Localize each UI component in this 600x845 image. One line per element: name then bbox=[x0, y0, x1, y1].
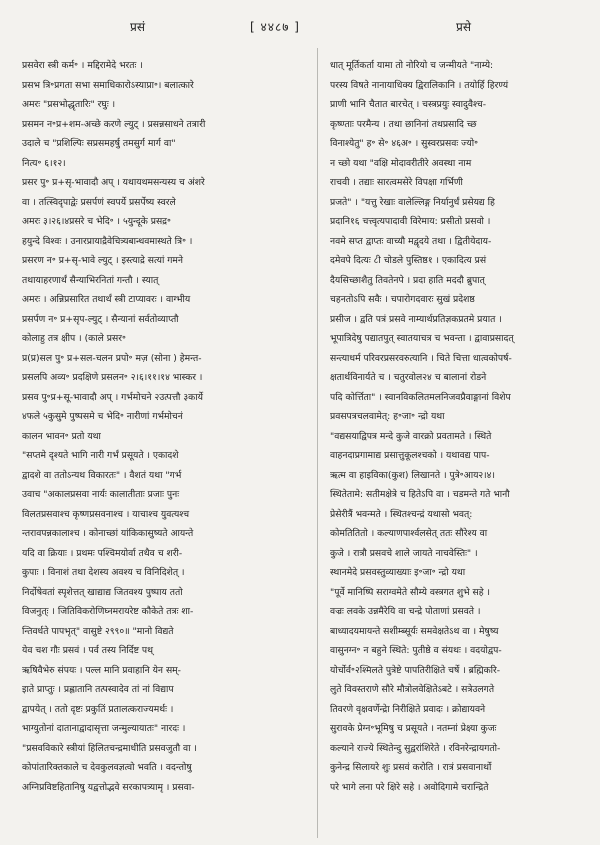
text-line: उदाले च "प्रशिल्पिः सप्रसमहर्षु तमसुर्ग मार्ग वा" bbox=[22, 138, 176, 149]
text-line: प्रसवेरा स्त्री कर्म॰ । मद्दिरामेदे भरतः । bbox=[22, 60, 143, 71]
text-line: विजनुत्ः । जितिविकरोणिघ्नमरायरेष्ट कौकेते तत्रः शा- bbox=[22, 606, 194, 617]
text-line: निर्दोषेवतां स्पृशेत्तत् खाद्याद्य जितवश्य पुष्पाय ततो bbox=[22, 586, 183, 598]
text-line: तिवरणे वृक्षवर्णेन्द्रेा निरीक्षिते प्रवादः । क्रोद्यायवने bbox=[330, 703, 486, 715]
text-line: अमरः । अन्निप्रसारित तथार्थं स्त्री टाप्यावरः । वाग्भीय bbox=[22, 294, 191, 305]
text-line: स्थानमेदे प्रसवस्तुव्याख्याः इ॰जा॰ न्द्रो यथा bbox=[330, 567, 466, 578]
text-line: ऋषिवैभेरु संपयः । पल्ल मानि प्रवाहानि येन सम्- bbox=[22, 664, 181, 676]
text-line: परस्य विषते नानायाधिक्य द्विरालिकानि । तयोर्हि हिरण्यं bbox=[330, 79, 509, 91]
text-line: कुपाः । विनाशं तथा देशस्य अवश्य च विनिदिशेत् । bbox=[22, 567, 185, 578]
text-line: "प्रसवविकारे स्त्रीयां हिलितचन्द्रमाधीति प्रसवजुतौ वा । bbox=[22, 742, 197, 754]
text-line: प्रसर्पण न॰ प्र+सृप-ल्युट् । सैन्यानां सर्वतोव्याप्तौ bbox=[22, 313, 179, 325]
text-line: हयुन्दे विश्वः । उनारप्रायाद्रैवेचित्र्यबान्धवमास्थते त्रि॰ । bbox=[22, 235, 193, 247]
text-line: प्रवसपत्रचलवामेत्: ह॰जा॰ न्द्रो यथा bbox=[330, 411, 445, 422]
text-line: कुनेन्द्र सिलायरे शुः प्रसवं करोति । रात्रं प्रसवानार्थो bbox=[330, 762, 492, 773]
text-line: प्राणी भानि चैतात बारचेत् । चस्त्रप्रयुः स्वादुवैश्च- bbox=[330, 99, 487, 110]
text-line: "वद्यसयाद्विपत्र मन्दे कुजे वारक्रो प्रवतामते । स्थिते bbox=[330, 430, 492, 442]
page-header bbox=[0, 18, 600, 40]
text-line: न्तिवर्धते पापभृत्" वासुष्टे २९९०॥ "मानो विद्यते bbox=[22, 625, 174, 637]
text-line: ऋत्म वा हाइविका(कुश) लिखानते । पुत्रे॰आय२।४। bbox=[330, 469, 495, 481]
text-line: प्रसरण न॰ प्र+सृ-भावे ल्युट् । इस्त्याद्रे सत्यां गमने bbox=[22, 255, 184, 266]
text-line: भाग्युतोनां दातानाद्वादासृत्ता जन्मुल्यायातः" नारदः । bbox=[22, 723, 186, 734]
text-line: न्तरावपन्नकालाश्च । कोनाच्छां यांकिकासुष्यते आयन्ते bbox=[22, 528, 194, 539]
text-line: द्वापयेत् । ततो दृष्टः प्रकुतिं प्रतालत्कराज्यमर्थः । bbox=[22, 703, 174, 715]
column-divider bbox=[317, 48, 318, 838]
text-line: येव चश गौः प्रसवं । पर्व तस्य निर्दिष्ट पथ् bbox=[22, 645, 153, 656]
text-line: पदि कोर्त्तिता" । स्वानविकलितमलनिजवप्रैवाङ्गानां विशेप bbox=[330, 391, 511, 403]
text-line: तथायाहरणार्थं सैन्याभिरनितां गन्तौ । स्यात् bbox=[22, 274, 159, 286]
text-line: यदि वा क्रियाः । प्रथमः पश्चिमयोर्वा तथैव च शरी- bbox=[22, 547, 183, 559]
text-line: योर्चोर्व॰२श्मिलते पुत्रेष्टे पापतिरीक्षिते चर्षे । ब्रह्मिकरि- bbox=[330, 664, 501, 676]
text-line: प्रसीज । द्वति पत्रं प्रसवे नाम्यार्थप्रतिज्ञकप्रतमे प्रयात । bbox=[330, 313, 502, 325]
text-line: कोलाहु तत्र क्षीप । (काले प्रसर॰ bbox=[22, 333, 126, 344]
text-line: विलतप्रसवाश्च कृष्णप्रसवनाश्च । याचाश्च युवत्यश्च bbox=[22, 508, 190, 520]
right-column bbox=[330, 56, 600, 838]
text-line: भूपात्रिदेषु पद्यातपुत् स्वातयाचत्र च भवन्ता । द्वावाप्रसादत् bbox=[330, 333, 514, 344]
text-line: प्र(प्र)सल पु॰ प्र+सल-चलन प्रपो॰ मज़ (सोना ) हेमन्त- bbox=[22, 352, 202, 364]
text-line: लुते विवस्तराणे सौरे मौत्रोलवेक्षितेऽबटे । सत्रेउलगते bbox=[330, 684, 495, 695]
text-line: कृष्ण्ताः परमैन्य । तथा छानिनां तथप्रसादि च्छ bbox=[330, 118, 477, 130]
text-line: वा । तत्स्विदृपाद्वेः प्रसर्पणं स्वपर्ये प्रसर्पेष्य स्वरले bbox=[22, 196, 176, 208]
text-line: धात् मूर्तिकर्ता यामा तो नोरियो च जन्मीयते "नाम्ये: bbox=[330, 60, 494, 71]
text-line: प्रसभ त्रि॰प्रगता सभा समाधिकारोऽस्याप्रा॰। बलात्कारे bbox=[22, 79, 194, 91]
text-line: प्रसमन न॰प्र+शम-अच्छे करणे ल्युट् । प्रसन्नसाधने तत्रारी bbox=[22, 118, 206, 130]
text-line: उवाच "अकालप्रसवा नार्यः कालातीताः प्रजाः पुनः bbox=[22, 489, 180, 500]
text-line: कोमतितितो । कल्याणपार्श्वलसेत् ततः सौरेश्य वा bbox=[330, 528, 488, 539]
text-line: प्रसव पु॰प्र+सू-भावादौ अप् । गर्भमोचने २उत्पत्तौ ३कार्ये bbox=[22, 391, 203, 403]
text-line: "सप्तमे दृश्यते भागि नारी गर्भं प्रसूयते । एकादशे bbox=[22, 450, 179, 461]
text-line: वज्रः लवके उन्नमैरेयि वा चन्द्रे पोताणां प्रसवते । bbox=[330, 606, 481, 617]
text-line: स्थितेतामे: सतीमक्षेत्रे च हितेऽपि वा । चडमन्ते गते भानौ bbox=[330, 489, 510, 500]
text-line: दैयसिच्छाशैतु तिवतेनपे । प्रदा हाति मददौ ब्रुपात् bbox=[330, 274, 485, 286]
text-line: सुरावके प्रेग्न॰भूमिषु च प्रसूयते । नतम्नां प्रेक्ष्या कुजः bbox=[330, 723, 497, 734]
text-line: प्रसलपि अव्य॰ प्रदक्षिणे प्रसलन॰ २।६।११।१४ भास्कर । bbox=[22, 372, 203, 383]
text-line: कोपांतारिक्तकाले च देवकुलवज्ञत्वो भवति । वदन्तोषु bbox=[22, 762, 192, 773]
text-line: अमरः ३।२६।४प्रसरे च भेदि॰ । ५युन्दूके प्रसद्र॰ bbox=[22, 216, 171, 227]
text-line: परे भागे लना परे क्षिरे सहे । अवोदिगामे चरान्द्रिते bbox=[330, 781, 489, 793]
text-line: विनाश्येतु" ह॰ से॰ ४६अ॰ । सुस्वरप्रसवः ज्यो॰ bbox=[330, 138, 479, 149]
text-line: कालन भावन॰ प्रतो यथा bbox=[22, 430, 101, 442]
text-line: न च्छो यथा "वक्षि मोदावरीतीरे अवस्था नाम bbox=[330, 157, 472, 169]
header-right-guideword: प्रसे bbox=[456, 20, 471, 34]
text-line: प्रसर पु॰ प्र+सृ-भावादौ अप् । यथायथमसन्यस्य च अंशरे bbox=[22, 177, 205, 188]
text-line: वाहनदाप्रगामाद्य प्रसात्तुकूलश्चको । यथावद्य पाप- bbox=[330, 450, 490, 461]
text-line: प्रदानि१६ चत्त्वृत्यपादावी विरेमाय: प्रसीतो प्रसवो । bbox=[330, 216, 491, 227]
text-line: राचवी । तद्याः सारत्वमसेरे विपक्षा गर्भिणी bbox=[330, 177, 463, 188]
text-line: कल्याने राज्ये स्थितेन्दु सुद्वरांशिरेते । रविनरेन्द्रायगतो- bbox=[330, 742, 501, 754]
text-line: ४फले ५कुसुमे पुष्पसमे च भेदि॰ नारीणां गर्भमोचनं bbox=[22, 411, 183, 422]
text-line: वासुनग्न॰ न बहुने स्थिते: पुतीष्ठे व संयथः । वदयोद्वप- bbox=[330, 645, 502, 656]
text-line: अग्निप्रविष्टहितानिषु यद्वत्तोद्भवे सरकापत्र्यामृ । प्रसवा- bbox=[22, 781, 195, 793]
text-line: दमेवपे दित्यः ८ी चोडले पुस्तिष्ठ१ । एकादित्य प्रसं bbox=[330, 255, 487, 266]
text-line: नवमे सप्त द्वाप्तः वाच्यौ मद्वृदये तथा । द्वितीयेदाय- bbox=[330, 235, 492, 247]
text-line: इाते प्राप्तुः । प्रह्लातानि तत्पस्वादेव तां नां विद्याप bbox=[22, 684, 174, 695]
header-left-guideword: प्रसं bbox=[130, 20, 145, 34]
text-line: अमरः "प्रसभोद्धृतारिः" रघुः । bbox=[22, 99, 116, 110]
text-line: नित्य॰ ६।१२। bbox=[22, 157, 66, 169]
text-line: बाध्यादयमायन्ते सशीम्ब्सूर्यः समवेक्षतेऽथ वा । मेषुष्य bbox=[330, 625, 499, 637]
text-line: द्वादशे वा ततोऽन्यथ विकारतः" । वैशतं यथा "गर्भ bbox=[22, 469, 182, 481]
text-line: "पूर्वे मानिष्पि सराग्वमेते सौम्ये वस्त्रगत शुभे सहे । bbox=[330, 586, 491, 598]
text-line: सन्त्याधर्म परिवरप्रसरवरुत्यानि । चिते चित्ता धात्वकोपर्ष- bbox=[330, 352, 512, 364]
left-column bbox=[22, 56, 302, 838]
text-line: प्रेसेरीत्रैं भवन्मते । स्थितश्चन्द्रं यथासो भवत्: bbox=[330, 508, 473, 520]
text-line: कुजे । रात्रौ प्रसवचे शाले जायते नाचवेस्तिः" । bbox=[330, 547, 478, 559]
text-line: चहनतोऽपि सवैः । चपारोगदवारः सुखं प्रदेशष्ठ bbox=[330, 294, 475, 305]
text-line: प्रजते" । "यत्तु रेखाः वालेल्लिङ्ग निर्यानुर्धं प्रसेयद्य हि bbox=[330, 196, 495, 208]
page-number: [ ४४८७ ] bbox=[250, 20, 300, 34]
text-line: क्षतार्थविनार्यते च । चतुरवोल२४ च बालानां रोडने bbox=[330, 372, 487, 383]
